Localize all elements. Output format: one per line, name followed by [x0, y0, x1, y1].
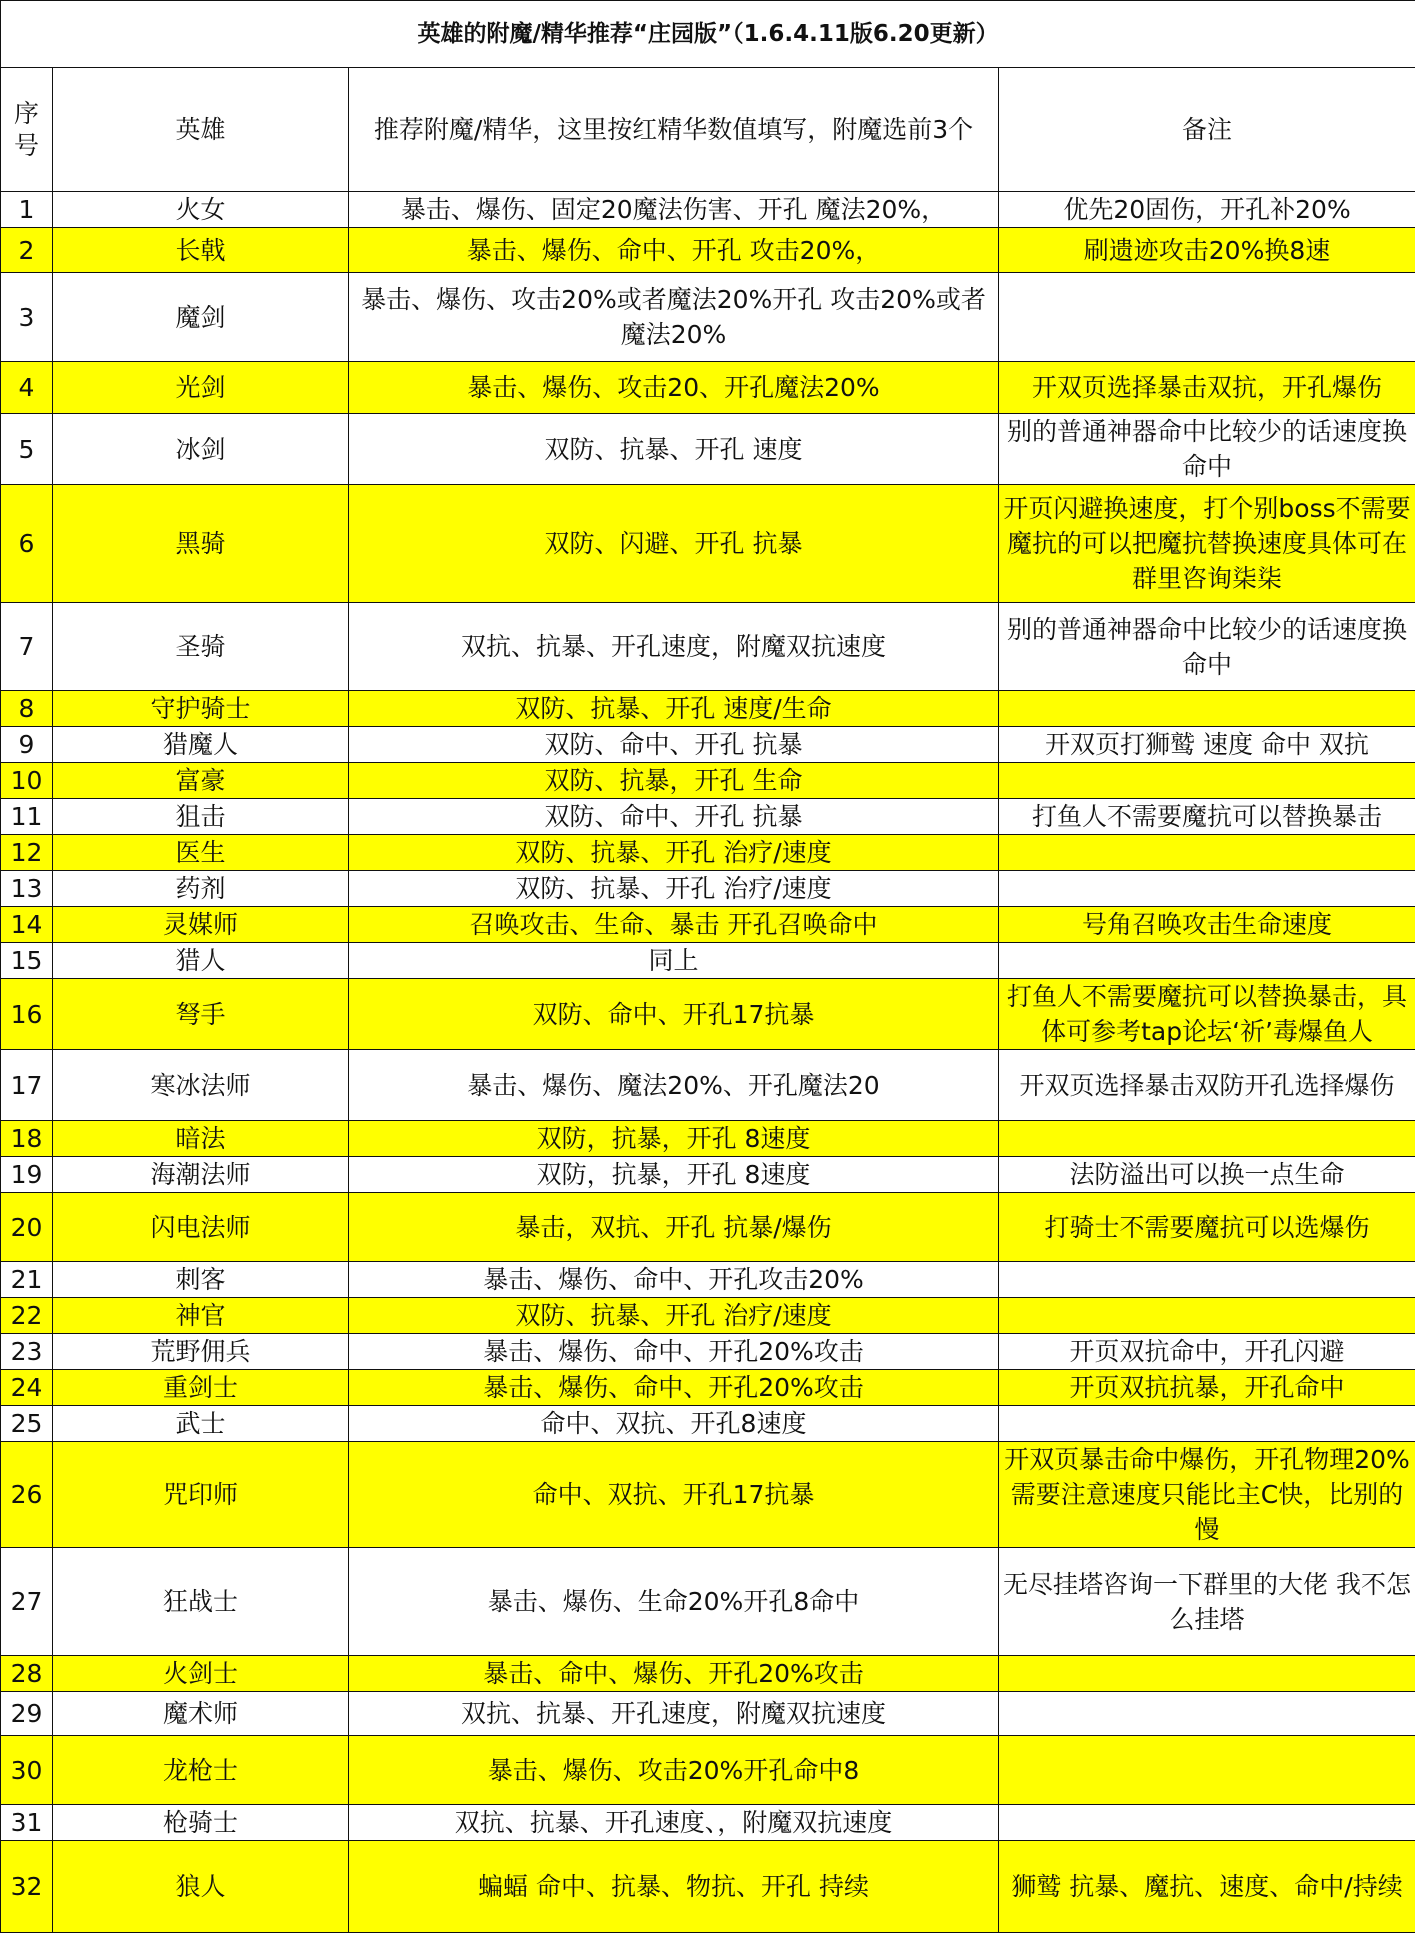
hero-name: 弩手: [53, 979, 349, 1050]
note-cell: [999, 1406, 1415, 1442]
table-row: [1, 835, 1415, 871]
note-cell: 别的普通神器命中比较少的话速度换命中: [999, 603, 1415, 691]
recommendation-cell: 暴击、爆伤、攻击20、开孔魔法20%: [349, 362, 999, 414]
row-number: 15: [1, 943, 53, 979]
row-number: 16: [1, 979, 53, 1050]
row-number: 4: [1, 362, 53, 414]
row-number: 3: [1, 273, 53, 362]
row-number: 1: [1, 192, 53, 228]
table-row: [1, 414, 1415, 485]
header-row: [1, 68, 1415, 192]
hero-name: 荒野佣兵: [53, 1334, 349, 1370]
recommendation-cell: 暴击，双抗、开孔 抗暴/爆伤: [349, 1193, 999, 1262]
hero-name: 海潮法师: [53, 1157, 349, 1193]
recommendation-cell: 双抗、抗暴、开孔速度，附魔双抗速度: [349, 1692, 999, 1736]
hero-name: 龙枪士: [53, 1736, 349, 1805]
note-cell: [999, 1121, 1415, 1157]
row-number: 25: [1, 1406, 53, 1442]
recommendation-cell: 双防、闪避、开孔 抗暴: [349, 485, 999, 603]
table-row: [1, 1370, 1415, 1406]
table-row: [1, 273, 1415, 362]
note-cell: [999, 1262, 1415, 1298]
row-number: 23: [1, 1334, 53, 1370]
recommendation-cell: 双抗、抗暴、开孔速度，附魔双抗速度: [349, 603, 999, 691]
table-row: [1, 1841, 1415, 1933]
hero-name: 枪骑士: [53, 1805, 349, 1841]
table-row: [1, 1298, 1415, 1334]
row-number: 7: [1, 603, 53, 691]
hero-name: 猎魔人: [53, 727, 349, 763]
hero-name: 黑骑: [53, 485, 349, 603]
row-number: 32: [1, 1841, 53, 1933]
row-number: 2: [1, 228, 53, 273]
table-row: [1, 871, 1415, 907]
table-row: [1, 979, 1415, 1050]
note-cell: 开页双抗抗暴，开孔命中: [999, 1370, 1415, 1406]
table-row: [1, 763, 1415, 799]
recommendation-cell: 双防、命中、开孔17抗暴: [349, 979, 999, 1050]
hero-name: 狂战士: [53, 1548, 349, 1656]
hero-name: 猎人: [53, 943, 349, 979]
hero-name: 狙击: [53, 799, 349, 835]
note-cell: [999, 763, 1415, 799]
table-row: [1, 1442, 1415, 1548]
row-number: 9: [1, 727, 53, 763]
note-cell: [999, 943, 1415, 979]
hero-name: 魔术师: [53, 1692, 349, 1736]
hero-name: 火剑士: [53, 1656, 349, 1692]
hero-name: 魔剑: [53, 273, 349, 362]
row-number: 26: [1, 1442, 53, 1548]
table-row: [1, 1121, 1415, 1157]
table-row: [1, 799, 1415, 835]
recommendation-cell: 召唤攻击、生命、暴击 开孔召唤命中: [349, 907, 999, 943]
note-cell: 开页双抗命中，开孔闪避: [999, 1334, 1415, 1370]
recommendation-cell: 暴击、命中、爆伤、开孔20%攻击: [349, 1656, 999, 1692]
note-cell: 打鱼人不需要魔抗可以替换暴击，具体可参考tap论坛‘祈’毒爆鱼人: [999, 979, 1415, 1050]
row-number: 14: [1, 907, 53, 943]
recommendation-cell: 暴击、爆伤、命中、开孔20%攻击: [349, 1370, 999, 1406]
row-number: 18: [1, 1121, 53, 1157]
table-row: [1, 362, 1415, 414]
row-number: 13: [1, 871, 53, 907]
table-row: [1, 1736, 1415, 1805]
title-row: [1, 1, 1415, 68]
table-row: [1, 943, 1415, 979]
recommendation-cell: 暴击、爆伤、固定20魔法伤害、开孔 魔法20%，: [349, 192, 999, 228]
hero-name: 光剑: [53, 362, 349, 414]
table-row: [1, 1406, 1415, 1442]
table-row: [1, 1656, 1415, 1692]
note-cell: 开双页暴击命中爆伤，开孔物理20%需要注意速度只能比主C快，比别的慢: [999, 1442, 1415, 1548]
row-number: 22: [1, 1298, 53, 1334]
note-cell: [999, 1736, 1415, 1805]
hero-name: 神官: [53, 1298, 349, 1334]
table-row: [1, 1548, 1415, 1656]
table-row: [1, 485, 1415, 603]
hero-name: 狼人: [53, 1841, 349, 1933]
table-row: [1, 1334, 1415, 1370]
row-number: 24: [1, 1370, 53, 1406]
row-number: 11: [1, 799, 53, 835]
note-cell: 无尽挂塔咨询一下群里的大佬 我不怎么挂塔: [999, 1548, 1415, 1656]
table-row: [1, 1157, 1415, 1193]
note-cell: 优先20固伤，开孔补20%: [999, 192, 1415, 228]
recommendation-cell: 暴击、爆伤、生命20%开孔8命中: [349, 1548, 999, 1656]
hero-name: 火女: [53, 192, 349, 228]
recommendation-cell: 双抗、抗暴、开孔速度、，附魔双抗速度: [349, 1805, 999, 1841]
table-row: [1, 1692, 1415, 1736]
hero-name: 寒冰法师: [53, 1050, 349, 1121]
recommendation-cell: 双防、抗暴，开孔 生命: [349, 763, 999, 799]
row-number: 20: [1, 1193, 53, 1262]
row-number: 19: [1, 1157, 53, 1193]
recommendation-cell: 双防、命中、开孔 抗暴: [349, 799, 999, 835]
note-cell: 开双页打狮鹫 速度 命中 双抗: [999, 727, 1415, 763]
note-cell: 打骑士不需要魔抗可以选爆伤: [999, 1193, 1415, 1262]
note-cell: 开页闪避换速度，打个别boss不需要魔抗的可以把魔抗替换速度具体可在群里咨询柒柒: [999, 485, 1415, 603]
hero-name: 闪电法师: [53, 1193, 349, 1262]
hero-name: 冰剑: [53, 414, 349, 485]
recommendation-cell: 双防、抗暴、开孔 速度: [349, 414, 999, 485]
recommendation-cell: 暴击、爆伤、攻击20%开孔命中8: [349, 1736, 999, 1805]
recommendation-cell: 同上: [349, 943, 999, 979]
hero-name: 咒印师: [53, 1442, 349, 1548]
hero-name: 守护骑士: [53, 691, 349, 727]
note-cell: [999, 1656, 1415, 1692]
row-number: 29: [1, 1692, 53, 1736]
row-number: 27: [1, 1548, 53, 1656]
recommendation-cell: 暴击、爆伤、魔法20%、开孔魔法20: [349, 1050, 999, 1121]
note-cell: [999, 1805, 1415, 1841]
recommendation-cell: 双防，抗暴，开孔 8速度: [349, 1157, 999, 1193]
table-row: [1, 1805, 1415, 1841]
row-number: 6: [1, 485, 53, 603]
hero-name: 重剑士: [53, 1370, 349, 1406]
recommendation-cell: 蝙蝠 命中、抗暴、物抗、开孔 持续: [349, 1841, 999, 1933]
note-cell: 开双页选择暴击双防开孔选择爆伤: [999, 1050, 1415, 1121]
recommendation-cell: 双防、抗暴、开孔 治疗/速度: [349, 1298, 999, 1334]
recommendation-cell: 双防，抗暴，开孔 8速度: [349, 1121, 999, 1157]
note-cell: 别的普通神器命中比较少的话速度换命中: [999, 414, 1415, 485]
note-cell: 狮鹫 抗暴、魔抗、速度、命中/持续: [999, 1841, 1415, 1933]
recommendation-cell: 命中、双抗、开孔8速度: [349, 1406, 999, 1442]
header-hero: 英雄: [53, 68, 349, 192]
recommendation-cell: 暴击、爆伤、命中、开孔攻击20%: [349, 1262, 999, 1298]
recommendation-cell: 命中、双抗、开孔17抗暴: [349, 1442, 999, 1548]
header-no: 序号: [1, 68, 53, 192]
recommendation-cell: 双防、抗暴、开孔 速度/生命: [349, 691, 999, 727]
row-number: 17: [1, 1050, 53, 1121]
note-cell: [999, 691, 1415, 727]
table-row: [1, 691, 1415, 727]
row-number: 10: [1, 763, 53, 799]
note-cell: 法防溢出可以换一点生命: [999, 1157, 1415, 1193]
hero-name: 暗法: [53, 1121, 349, 1157]
note-cell: [999, 273, 1415, 362]
row-number: 28: [1, 1656, 53, 1692]
note-cell: [999, 835, 1415, 871]
hero-name: 医生: [53, 835, 349, 871]
note-cell: [999, 1298, 1415, 1334]
note-cell: 打鱼人不需要魔抗可以替换暴击: [999, 799, 1415, 835]
note-cell: 开双页选择暴击双抗，开孔爆伤: [999, 362, 1415, 414]
table-row: [1, 727, 1415, 763]
row-number: 5: [1, 414, 53, 485]
table-row: [1, 1193, 1415, 1262]
hero-name: 刺客: [53, 1262, 349, 1298]
row-number: 21: [1, 1262, 53, 1298]
hero-name: 灵媒师: [53, 907, 349, 943]
note-cell: [999, 1692, 1415, 1736]
table-row: [1, 907, 1415, 943]
hero-name: 长戟: [53, 228, 349, 273]
row-number: 12: [1, 835, 53, 871]
header-recommendation: 推荐附魔/精华，这里按红精华数值填写，附魔选前3个: [349, 68, 999, 192]
hero-name: 富豪: [53, 763, 349, 799]
recommendation-cell: 双防、抗暴、开孔 治疗/速度: [349, 835, 999, 871]
recommendation-cell: 双防、抗暴、开孔 治疗/速度: [349, 871, 999, 907]
table-row: [1, 603, 1415, 691]
table-row: [1, 1050, 1415, 1121]
recommendation-cell: 暴击、爆伤、命中、开孔20%攻击: [349, 1334, 999, 1370]
note-cell: [999, 871, 1415, 907]
row-number: 8: [1, 691, 53, 727]
header-note: 备注: [999, 68, 1415, 192]
recommendation-cell: 双防、命中、开孔 抗暴: [349, 727, 999, 763]
note-cell: 号角召唤攻击生命速度: [999, 907, 1415, 943]
row-number: 30: [1, 1736, 53, 1805]
recommendation-cell: 暴击、爆伤、攻击20%或者魔法20%开孔 攻击20%或者魔法20%: [349, 273, 999, 362]
table-row: [1, 228, 1415, 273]
sheet-title: 英雄的附魔/精华推荐“庄园版”（1.6.4.11版6.20更新）: [1, 1, 1415, 68]
table-row: [1, 192, 1415, 228]
hero-name: 圣骑: [53, 603, 349, 691]
hero-name: 武士: [53, 1406, 349, 1442]
table-row: [1, 1262, 1415, 1298]
note-cell: 刷遗迹攻击20%换8速: [999, 228, 1415, 273]
row-number: 31: [1, 1805, 53, 1841]
recommendation-cell: 暴击、爆伤、命中、开孔 攻击20%，: [349, 228, 999, 273]
hero-name: 药剂: [53, 871, 349, 907]
